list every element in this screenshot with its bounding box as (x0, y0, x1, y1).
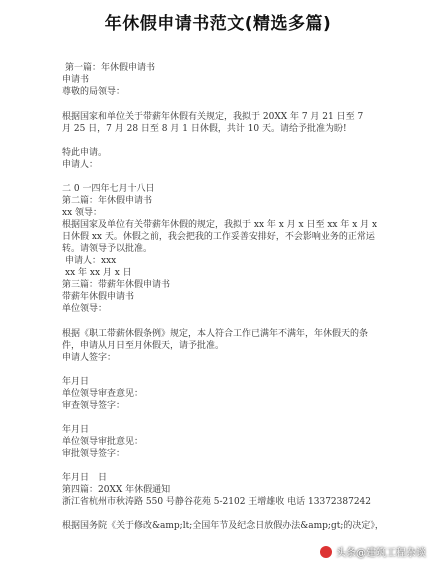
section-heading-2: 第二篇：年休假申请书 (62, 196, 153, 206)
doc-line: 转。请领导予以批准。 (62, 244, 153, 254)
watermark (320, 544, 426, 559)
doc-line: 申请书 (62, 75, 90, 85)
document-title: 年休假申请书范文(精选多篇) (104, 14, 332, 34)
doc-line: 年月日 日 (62, 473, 108, 483)
doc-line: 申请人：xxx (65, 256, 117, 266)
doc-line: 审查领导签字： (62, 401, 126, 411)
doc-line: 年月日 (62, 425, 90, 435)
watermark-text: 头条@建筑工程杂谈 (336, 548, 426, 559)
doc-line: 日休假 xx 天。休假之前，我会把我的工作妥善安排好，不会影响业务的正常运 (62, 232, 375, 242)
doc-line: 根据国家和单位关于带薪年休假有关规定，我拟于 20XX 年 7 月 21 日至 7 (62, 112, 364, 122)
doc-line: 根据国务院《关于修改&amp;lt;全国年节及纪念日放假办法&amp;gt;的决定》， (62, 521, 384, 531)
doc-line: 根据国家及单位有关带薪年休假的规定，我拟于 xx 年 x 月 x 日至 xx 年 x 月 x (62, 220, 378, 230)
doc-line: 申请人： (62, 160, 99, 170)
section-heading-1: 第一篇：年休假申请书 (65, 63, 156, 73)
doc-line: 件，申请从月日至月休假天，请予批准。 (62, 341, 225, 351)
doc-line: 尊敬的局领导： (62, 87, 126, 97)
doc-line: xx 领导： (62, 208, 103, 218)
section-heading-3: 第三篇：带薪年休假申请书 (62, 280, 171, 290)
doc-line: 年月日 (62, 377, 90, 387)
address-line: 浙江省杭州市秋涛路 550 号静谷花苑 5-2102 王增雄收 电话 13372387242 (62, 497, 372, 507)
doc-line: 单位领导： (62, 304, 108, 314)
doc-line: 申请人签字： (62, 353, 117, 363)
section-heading-4: 第四篇：20XX 年休假通知 (62, 485, 171, 495)
doc-line: 月 25 日，7 月 28 日至 8 月 1 日休假，共计 10 天。请给予批准为盼! (62, 124, 347, 134)
doc-line: 根据《职工带薪休假条例》规定，本人符合工作已满年不满年，年休假天的条 (62, 329, 369, 339)
doc-line: 特此申请。 (62, 148, 108, 158)
doc-line: 带薪年休假申请书 (62, 292, 135, 302)
toutiao-logo-icon (320, 546, 332, 558)
doc-line: 单位领导审批意见： (62, 437, 144, 447)
doc-line: 审批领导签字： (62, 449, 126, 459)
doc-line: 二 0 一四年七月十八日 (62, 184, 155, 194)
doc-line: xx 年 xx 月 x 日 (65, 268, 132, 278)
doc-line: 单位领导审查意见： (62, 389, 144, 399)
